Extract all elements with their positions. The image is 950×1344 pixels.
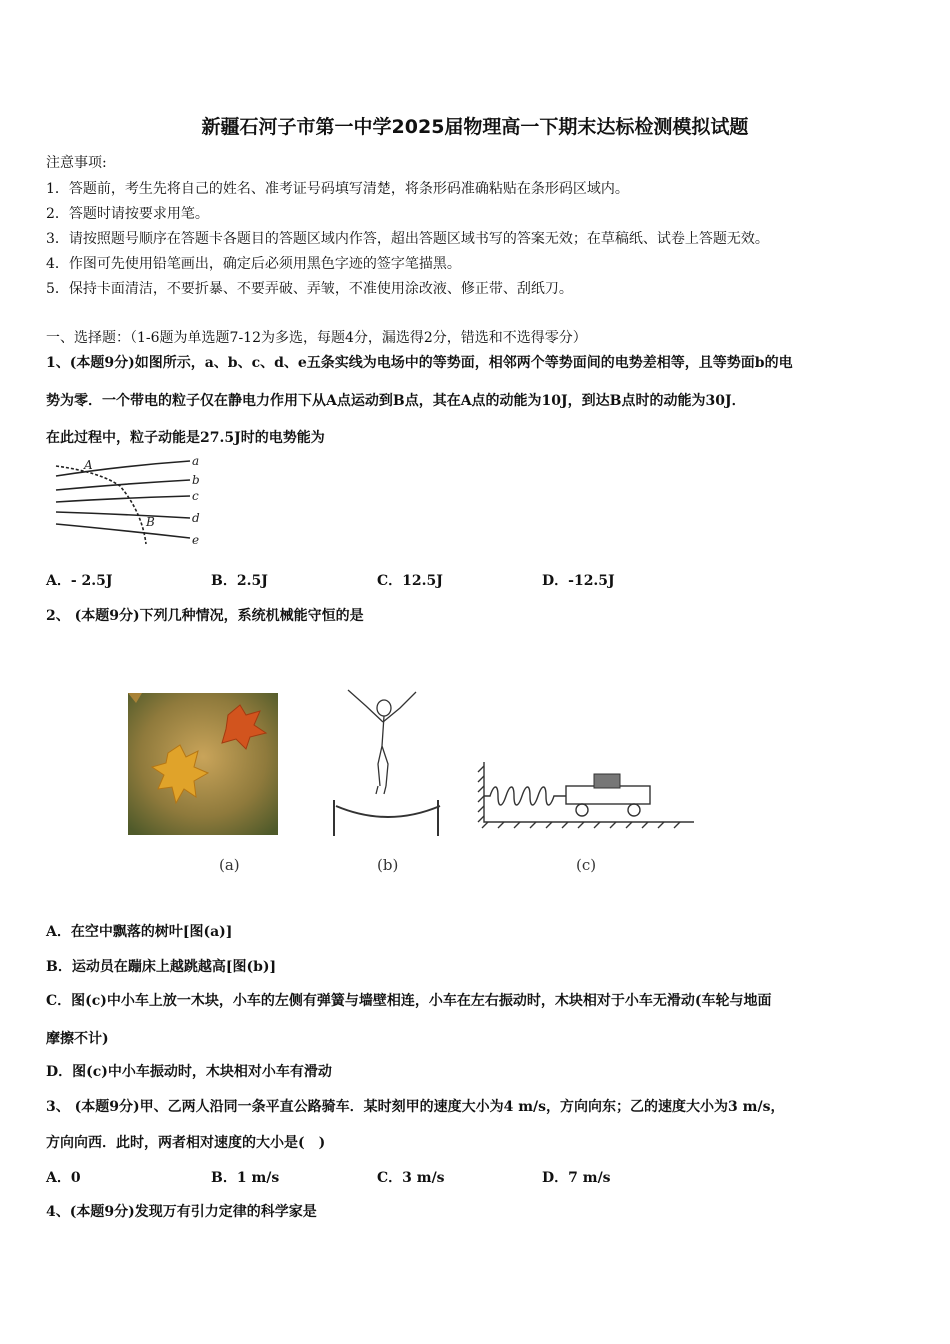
q3-option-d: D．7 m/s: [542, 1170, 611, 1186]
q2-option-c-line1: C．图(c)中小车上放一木块，小车的左侧有弹簧与墙壁相连，小车在左右振动时，木块相对于小车无滑动(车轮与地面: [46, 993, 772, 1009]
q2-stem: 2、 (本题9分)下列几种情况，系统机械能守恒的是: [46, 608, 364, 624]
q2-option-c-line2: 摩擦不计): [46, 1031, 109, 1047]
caption-c: (c): [576, 856, 597, 874]
q1-option-b: B．2.5J: [211, 573, 268, 589]
spring-cart-figure: [474, 758, 698, 830]
equipotential-line-d: [56, 512, 190, 518]
trampoline-bed: [336, 806, 440, 817]
athlete-body: [378, 716, 388, 786]
line-label-e: e: [192, 533, 200, 547]
q2-option-a: A．在空中飘落的树叶[图(a)]: [46, 924, 233, 940]
q4-stem: 4、(本题9分)发现万有引力定律的科学家是: [46, 1204, 317, 1220]
line-label-c: c: [192, 489, 199, 503]
point-A-label: A: [84, 458, 93, 472]
caption-b: (b): [377, 856, 399, 874]
point-B-label: B: [146, 515, 155, 529]
line-label-b: b: [192, 473, 200, 487]
cart-body: [566, 786, 650, 804]
trampoline-frame: [334, 800, 438, 836]
equipotential-line-e: [56, 524, 190, 538]
notice-item-1: 1．答题前，考生先将自己的姓名、准考证号码填写清楚，将条形码准确粘贴在条形码区域内。: [46, 181, 629, 197]
notice-item-3: 3．请按照题号顺序在答题卡各题目的答题区域内作答，超出答题区域书写的答案无效；在草稿纸、试卷上答题无效。: [46, 231, 769, 247]
spring: [484, 787, 566, 805]
q3-option-a: A．0: [46, 1170, 81, 1186]
notice-item-5: 5．保持卡面清洁，不要折暴、不要弄破、弄皱，不准使用涂改液、修正带、刮纸刀。: [46, 281, 573, 297]
line-label-a: a: [192, 454, 200, 468]
page-title: 新疆石河子市第一中学2025届物理高一下期末达标检测模拟试题: [201, 116, 749, 138]
notice-item-2: 2．答题时请按要求用笔。: [46, 206, 209, 222]
trampoline-athlete-figure: [326, 686, 450, 838]
cart-wheel-right: [628, 804, 640, 816]
equipotential-figure: [50, 452, 210, 548]
q1-option-c: C．12.5J: [377, 573, 443, 589]
q3-option-c: C．3 m/s: [377, 1170, 445, 1186]
athlete-head: [377, 700, 391, 716]
caption-a: (a): [219, 856, 240, 874]
notice-item-4: 4．作图可先使用铅笔画出，确定后必须用黑色字迹的签字笔描黑。: [46, 256, 461, 272]
q2-option-b: B．运动员在蹦床上越跳越高[图(b)]: [46, 959, 277, 975]
wall-and-ground: [484, 762, 694, 822]
line-label-d: d: [192, 511, 200, 525]
wood-block: [594, 774, 620, 788]
cart-wheel-left: [576, 804, 588, 816]
section-heading: 一、选择题：（1-6题为单选题7-12为多选，每题4分，漏选得2分，错选和不选得零分）: [46, 330, 587, 346]
q2-option-d: D．图(c)中小车振动时，木块相对小车有滑动: [46, 1064, 332, 1080]
q1-stem-line3: 在此过程中，粒子动能是27.5J时的电势能为: [46, 430, 325, 446]
equipotential-line-a: [56, 461, 190, 476]
q3-stem-line2: 方向向西．此时，两者相对速度的大小是( ): [46, 1135, 326, 1151]
q1-stem-line2: 势为零．一个带电的粒子仅在静电力作用下从A点运动到B点，其在A点的动能为10J，到达B点时的动能为30J．: [46, 393, 746, 409]
notice-heading: 注意事项:: [46, 155, 107, 171]
q3-option-b: B．1 m/s: [211, 1170, 280, 1186]
q1-stem-line1: 1、(本题9分)如图所示，a、b、c、d、e五条实线为电场中的等势面，相邻两个等势面间的电势差相等，且等势面b的电: [46, 355, 793, 371]
equipotential-line-c: [56, 496, 190, 502]
q1-option-a: A．- 2.5J: [46, 573, 113, 589]
falling-leaves-image: [128, 693, 278, 835]
q3-stem-line1: 3、 (本题9分)甲、乙两人沿同一条平直公路骑车．某时刻甲的速度大小为4 m/s，方向向东；乙的速度大小为3 m/s，: [46, 1099, 785, 1115]
q1-option-d: D．-12.5J: [542, 573, 615, 589]
